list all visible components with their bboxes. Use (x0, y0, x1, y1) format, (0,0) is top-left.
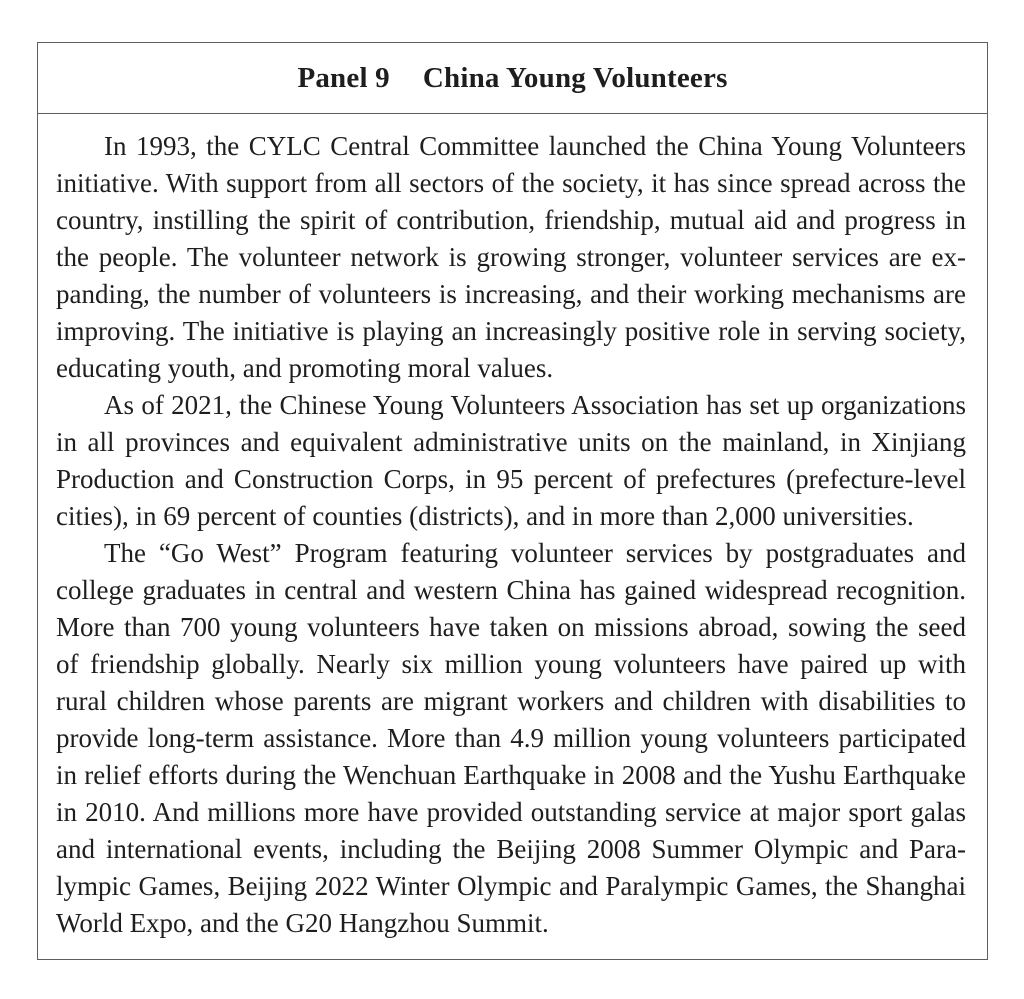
text-line: and international events, including the Beijing 2008 Summer Olympic and Para- (56, 834, 966, 864)
text-line: of friendship globally. Nearly six million young volunteers have paired up with (56, 649, 966, 679)
text-line: initiative. With support from all sectors of the society, it has since spread across the (56, 168, 966, 198)
paragraph (56, 128, 966, 387)
text-line: The “Go West” Program featuring volunteer services by postgraduates and (104, 538, 966, 568)
text-line: panding, the number of volunteers is increasing, and their working mechanisms are (56, 279, 966, 309)
text-line: More than 700 young volunteers have taken on missions abroad, sowing the seed (56, 612, 966, 642)
text-line: cities), in 69 percent of counties (districts), and in more than 2,000 universities. (56, 501, 914, 531)
text-line: country, instilling the spirit of contribution, friendship, mutual aid and progress in (56, 205, 966, 235)
panel-label: Panel 9 (297, 61, 390, 94)
panel-title: China Young Volunteers (422, 61, 728, 94)
panel-body (38, 114, 987, 942)
text-line: In 1993, the CYLC Central Committee launched the China Young Volunteers (104, 131, 966, 161)
panel-box (37, 42, 988, 960)
text-line: rural children whose parents are migrant workers and children with disabilities to (56, 686, 966, 716)
text-line: lympic Games, Beijing 2022 Winter Olympic and Paralympic Games, the Shanghai (56, 871, 966, 901)
text-line: As of 2021, the Chinese Young Volunteers Association has set up organizations (104, 390, 966, 420)
panel-header (38, 43, 987, 114)
paragraph (56, 535, 966, 942)
text-line: the people. The volunteer network is growing stronger, volunteer services are ex- (56, 242, 966, 272)
text-line: improving. The initiative is playing an increasingly positive role in serving society, (56, 316, 966, 346)
text-line: Production and Construction Corps, in 95 percent of prefectures (prefecture-level (56, 464, 966, 494)
text-line: in all provinces and equivalent administrative units on the mainland, in Xinjiang (56, 427, 966, 457)
text-line: provide long-term assistance. More than 4.9 million young volunteers participated (56, 723, 966, 753)
text-line: educating youth, and promoting moral values. (56, 353, 554, 383)
text-line: World Expo, and the G20 Hangzhou Summit. (56, 908, 549, 938)
paragraph (56, 387, 966, 535)
text-line: in relief efforts during the Wenchuan Earthquake in 2008 and the Yushu Earthquake (56, 760, 966, 790)
text-line: college graduates in central and western China has gained widespread recognition. (56, 575, 966, 605)
text-line: in 2010. And millions more have provided outstanding service at major sport galas (56, 797, 966, 827)
